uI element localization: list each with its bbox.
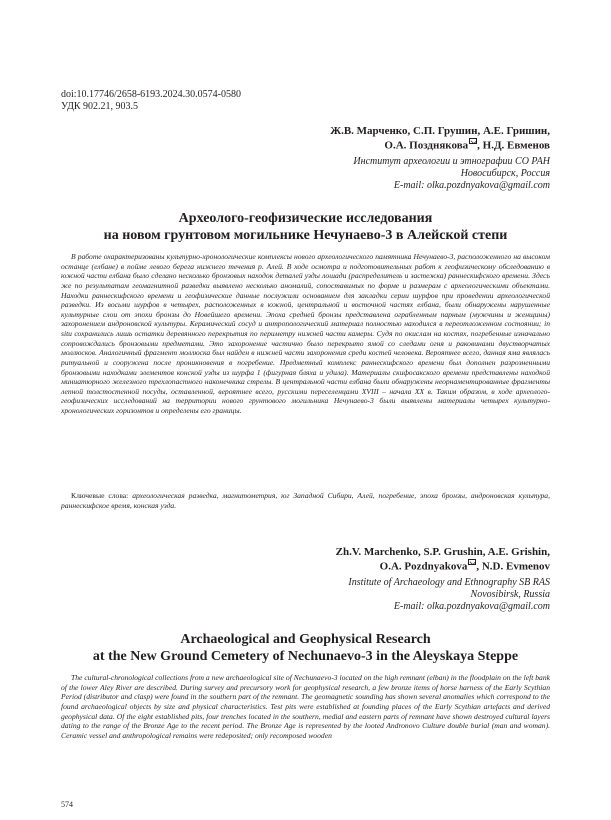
ru-authors-line1: Ж.В. Марченко, С.П. Грушин, А.Е. Гришин,	[330, 125, 550, 137]
doi: doi:10.17746/2658-6193.2024.30.0574-0580	[61, 89, 241, 100]
envelope-icon	[468, 559, 476, 565]
keywords-text: археологическая разведка, магнитометрия, юг Западной Сибири, Алей, погребение, эпоха бронзы, андроновская культура, раннескифское время, конская узда.	[61, 491, 550, 510]
ru-abstract: В работе охарактеризованы культурно-хронологические комплексы нового археологического памятника Нечунаево-3, расположенного на высоком останце (елбане) в пойме левого берега нижнего течения р. Алей. В ходе осмотра и подготовительных работ к геофизическому обследованию в южной части елбана было сделано несколько бронзовых находок деталей узды лошади (распределитель и застежка) раннескифского времени. Здесь же по результатам геомагнитной разведки выявлено несколько аномалий, сопоставимых по форме и размерам с археологическими объектами. Находки раннескифского времени и геофизические данные послужили основанием для закладки серии шурфов при проведении археологической разведки. Из восьми шурфов в четырех, расположенных в южной, центральной и восточной частях елбана, были обнаружены нарушенные культурные слои от эпохи бронзы до Новейшего времени. Эпоха средней бронзы представлена ограбленным парным (мужчины и женщины) захоронением андроновской культуры. Керамический сосуд и антропологический материал полностью находился в переотложенном состоянии; in situ сохранились лишь остатки деревянного перекрытия по периметру нижней части камеры. Судя по окислам на костях, погребенные изначально сопровождались бронзовыми предметами. Это захоронение частично было перекрыто ямой со следами огня и раковинами двустворчатых моллюсков. Аналогичный фрагмент моллюска был найден в нижней части захоронения среди костей человека. Вероятнее всего, данная яма являлась ритуальной и сооружена после проникновения в погребение. Предметный комплекс раннескифского времени был дополнен разрозненными бронзовыми находками элементов конской узды из шурфа 1 (фигурная бляха и удила). Материалы скифосакского времени представлены находкой миниатюрного железного трехлопастного наконечника стрелы. В центральной части елбана были обнаружены неорнаментированные фрагменты лепной толстостенной посуды, оставленной, вероятнее всего, русскими переселенцами XVIII – начала XX в. Таким образом, в ходе археолого-геофизических исследований на территории нового грунтового могильника Нечунаево-3 были выявлены материалы четырех культурно-хронологических горизонтов и определены его границы.	[61, 252, 550, 415]
udk: УДК 902.21, 903.5	[61, 101, 139, 112]
ru-city: Новосибирск, Россия	[460, 168, 550, 179]
ru-authors-line2	[384, 138, 550, 153]
ru-keywords	[61, 491, 550, 511]
en-title-line1: Archaeological and Geophysical Research	[180, 632, 431, 647]
ru-institute: Институт археологии и этнографии СО РАН	[353, 156, 550, 167]
ru-title-line2: на новом грунтовом могильнике Нечунаево-3 в Алейской степи	[103, 228, 508, 243]
en-authors-line1: Zh.V. Marchenko, S.P. Grushin, A.E. Grishin,	[335, 546, 550, 558]
keywords-label: Ключевые слова:	[71, 491, 129, 500]
ru-email: E-mail: olka.pozdnyakova@gmail.com	[393, 180, 550, 191]
ru-author-last: , Н.Д. Евменов	[477, 139, 550, 152]
ru-title-line1: Археолого-геофизические исследования	[178, 211, 433, 226]
en-author-corresponding: O.A. Pozdnyakova	[379, 560, 468, 573]
en-title-line2: at the New Ground Cemetery of Nechunaevo-3 in the Aleyskaya Steppe	[92, 649, 519, 664]
ru-author-corresponding: О.А. Позднякова	[384, 139, 469, 152]
envelope-icon	[469, 138, 477, 144]
en-city: Novosibirsk, Russia	[470, 589, 550, 600]
en-authors-line2	[380, 559, 550, 574]
en-author-last: , N.D. Evmenov	[476, 560, 550, 573]
en-institute: Institute of Archaeology and Ethnography SB RAS	[348, 577, 550, 588]
en-email: E-mail: olka.pozdnyakova@gmail.com	[393, 601, 550, 612]
page-number: 574	[61, 800, 73, 809]
en-abstract: The cultural-chronological collections from a new archaeological site of Nechunaevo-3 located on the high remnant (elban) in the floodplain on the left bank of the lower Aley River are described. During survey and precursory work for geophysical research, a few bronze items of horse harness of the Early Scythian Period (distributor and clasp) were found in the southern part of the remnant. The geomagnetic sounding has shown several anomalies which correspond to the found archaeological objects by size and physical characteristics. Test pits were established at founding places of the Early Scythian artefacts and derived geophysical data. Of the eight established pits, four trenches located in the southern, medial and eastern parts of remnant have shown destroyed cultural layers dating to the range of the Bronze Age to the recent period. The Bronze Age is represented by the looted Andronovo Culture double burial (man and woman). Ceramic vessel and anthropological remains were redeposited; only recomposed wooden	[61, 673, 550, 740]
